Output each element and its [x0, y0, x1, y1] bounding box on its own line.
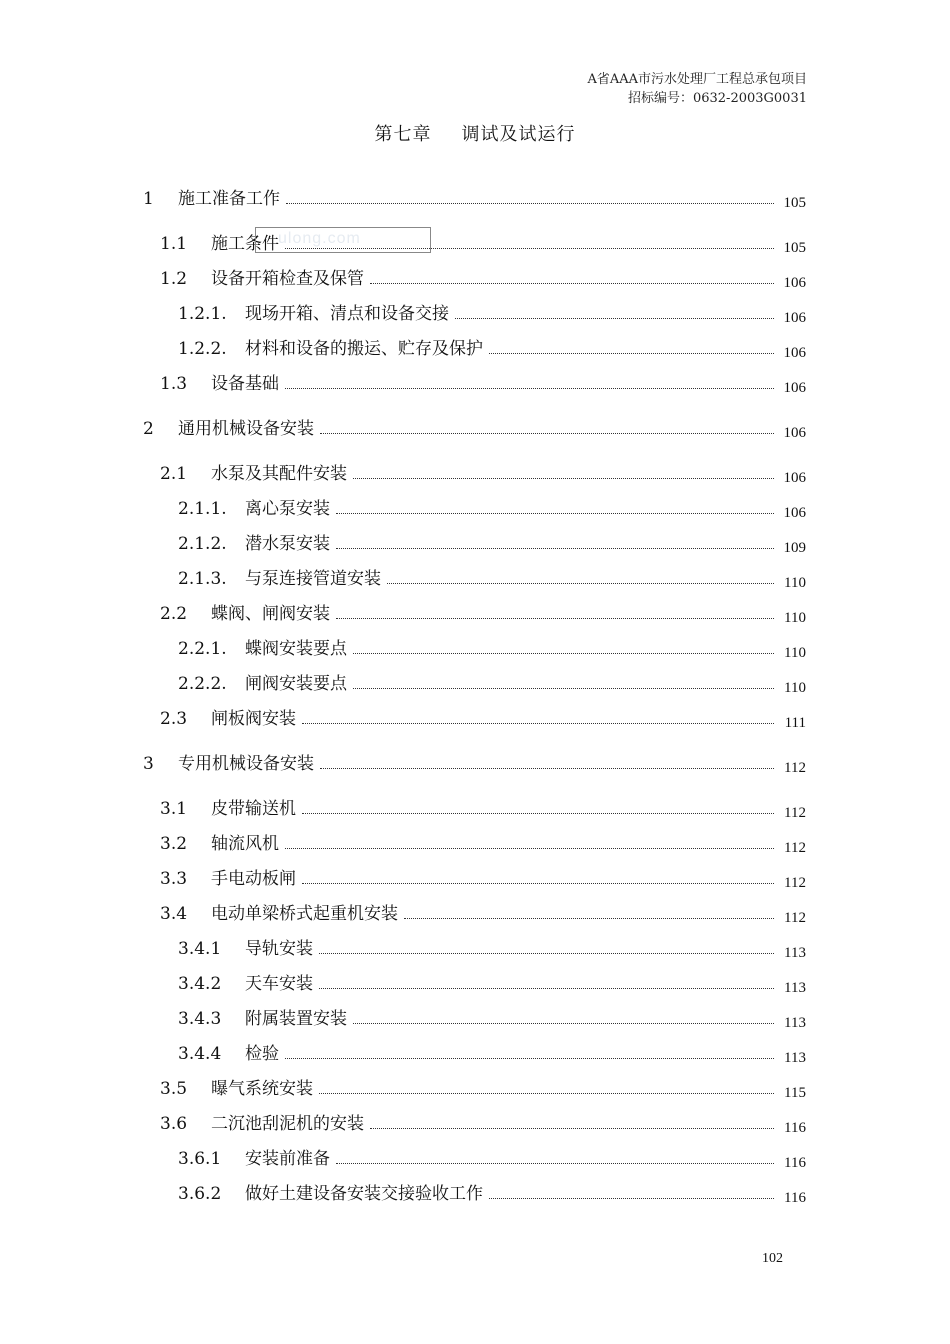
chapter-heading	[0, 120, 950, 146]
toc-entry-page: 113	[784, 1050, 806, 1066]
watermark-box	[255, 227, 431, 253]
toc-entry-title: 皮带输送机	[211, 799, 296, 819]
toc-entry-title: 闸阀安装要点	[245, 674, 347, 694]
toc-entry-title: 检验	[245, 1044, 279, 1064]
toc-entry-number: 3.4.4	[178, 1044, 222, 1064]
toc-entry	[178, 300, 806, 324]
toc-entry-title: 与泵连接管道安装	[245, 569, 381, 589]
toc-entry-page: 110	[784, 610, 806, 626]
toc-entry-title: 设备开箱检查及保管	[211, 269, 364, 289]
toc-entry-number: 2.2.1.	[178, 639, 227, 659]
toc-entry	[160, 830, 806, 854]
project-name: A省AAA市污水处理厂工程总承包项目	[587, 72, 807, 87]
toc-entry-number: 1.3	[160, 374, 188, 394]
toc-entry	[143, 750, 806, 774]
page-header	[587, 70, 807, 108]
toc-leader-dots	[285, 1058, 774, 1059]
toc-leader-dots	[336, 513, 774, 514]
page-number: 102	[762, 1251, 783, 1266]
toc-entry-title: 闸板阀安装	[211, 709, 296, 729]
toc-entry	[160, 370, 806, 394]
toc-entry-number: 1.2.2.	[178, 339, 227, 359]
toc-entry-title: 水泵及其配件安装	[211, 464, 347, 484]
toc-entry-title: 安装前准备	[245, 1149, 330, 1169]
toc-entry-page: 106	[783, 275, 806, 291]
toc-leader-dots	[285, 848, 774, 849]
toc-entry-number: 2.1.2.	[178, 534, 227, 554]
toc-entry	[178, 635, 806, 659]
toc-entry-title: 离心泵安装	[245, 499, 330, 519]
toc-entry-page: 112	[784, 840, 806, 856]
watermark-text: ulong.com	[278, 230, 361, 247]
toc-leader-dots	[319, 988, 774, 989]
toc-entry	[178, 1005, 806, 1029]
toc-entry-title: 通用机械设备安装	[178, 419, 314, 439]
toc-entry-number: 1.2	[160, 269, 188, 289]
toc-entry	[178, 935, 806, 959]
toc-entry-number: 3	[143, 754, 154, 774]
toc-entry-title: 做好土建设备安装交接验收工作	[245, 1184, 483, 1204]
toc-entry	[178, 565, 806, 589]
toc-leader-dots	[285, 388, 774, 389]
toc-leader-dots	[353, 653, 774, 654]
toc-entry-title: 蝶阀、闸阀安装	[211, 604, 330, 624]
toc-entry-title: 现场开箱、清点和设备交接	[245, 304, 449, 324]
toc-entry-number: 3.2	[160, 834, 188, 854]
toc-entry-page: 106	[783, 310, 806, 326]
toc-entry-number: 3.5	[160, 1079, 188, 1099]
toc-entry-page: 106	[783, 505, 806, 521]
toc-entry-number: 3.1	[160, 799, 188, 819]
toc-entry	[160, 460, 806, 484]
toc-entry-page: 113	[784, 980, 806, 996]
toc-entry	[178, 530, 806, 554]
toc-entry-page: 106	[783, 380, 806, 396]
toc-entry-page: 113	[784, 945, 806, 961]
toc-entry	[160, 265, 806, 289]
toc-entry-number: 1.2.1.	[178, 304, 227, 324]
chapter-title: 调试及试运行	[461, 124, 576, 145]
toc-entry-title: 曝气系统安装	[211, 1079, 313, 1099]
toc-entry-number: 3.4.2	[178, 974, 222, 994]
toc-entry-title: 手电动板闸	[211, 869, 296, 889]
toc-leader-dots	[302, 883, 774, 884]
bid-number: 招标编号：0632-2003G0031	[627, 91, 807, 106]
toc-leader-dots	[336, 618, 774, 619]
toc-entry	[178, 670, 806, 694]
toc-entry-title: 附属装置安装	[245, 1009, 347, 1029]
toc-leader-dots	[302, 813, 774, 814]
toc-leader-dots	[404, 918, 774, 919]
toc-leader-dots	[370, 283, 774, 284]
toc-entry-number: 2.1.1.	[178, 499, 227, 519]
toc-entry-page: 110	[784, 645, 806, 661]
toc-entry	[160, 1110, 806, 1134]
toc-entry-number: 3.6	[160, 1114, 188, 1134]
toc-entry-page: 106	[783, 425, 806, 441]
toc-entry-title: 施工条件	[211, 234, 279, 254]
toc-entry-title: 二沉池刮泥机的安装	[211, 1114, 364, 1134]
toc-entry-title: 轴流风机	[211, 834, 279, 854]
toc-leader-dots	[489, 1198, 774, 1199]
toc-entry-page: 105	[783, 240, 806, 256]
toc-entry-number: 3.6.1	[178, 1149, 222, 1169]
toc-leader-dots	[320, 433, 774, 434]
toc-leader-dots	[370, 1128, 774, 1129]
toc-entry	[160, 865, 806, 889]
toc-leader-dots	[455, 318, 774, 319]
toc-entry-page: 106	[783, 470, 806, 486]
toc-leader-dots	[336, 1163, 774, 1164]
toc-entry-page: 110	[784, 575, 806, 591]
toc-leader-dots	[353, 688, 774, 689]
toc-entry	[160, 900, 806, 924]
toc-entry-title: 施工准备工作	[178, 189, 280, 209]
toc-entry-number: 2	[143, 419, 154, 439]
toc-leader-dots	[387, 583, 774, 584]
toc-entry-title: 潜水泵安装	[245, 534, 330, 554]
toc-entry-page: 111	[784, 715, 806, 731]
toc-leader-dots	[319, 1093, 774, 1094]
toc-leader-dots	[336, 548, 774, 549]
toc-entry	[178, 1040, 806, 1064]
toc-leader-dots	[319, 953, 774, 954]
toc-entry-page: 113	[784, 1015, 806, 1031]
toc-entry-page: 112	[784, 910, 806, 926]
toc-entry-number: 3.6.2	[178, 1184, 222, 1204]
toc-entry	[160, 1075, 806, 1099]
toc-entry	[143, 415, 806, 439]
chapter-label: 第七章	[374, 124, 432, 145]
toc-entry-page: 116	[784, 1190, 806, 1206]
toc-entry-page: 110	[784, 680, 806, 696]
toc-entry-number: 1	[143, 189, 154, 209]
toc-leader-dots	[489, 353, 774, 354]
toc-leader-dots	[353, 478, 774, 479]
toc-entry	[178, 335, 806, 359]
toc-entry	[143, 185, 806, 209]
toc-entry-number: 3.4.1	[178, 939, 222, 959]
toc-leader-dots	[286, 203, 774, 204]
toc-entry-number: 2.1.3.	[178, 569, 227, 589]
toc-entry-page: 115	[784, 1085, 806, 1101]
toc-entry-page: 105	[783, 195, 806, 211]
toc-entry-page: 112	[784, 805, 806, 821]
toc-entry-number: 2.2.2.	[178, 674, 227, 694]
toc-entry	[178, 1145, 806, 1169]
toc-entry-page: 116	[784, 1120, 806, 1136]
toc-entry-title: 天车安装	[245, 974, 313, 994]
toc-entry	[160, 705, 806, 729]
toc-entry	[178, 1180, 806, 1204]
toc-entry-page: 112	[784, 760, 806, 776]
toc-entry-number: 2.3	[160, 709, 188, 729]
toc-entry-title: 设备基础	[211, 374, 279, 394]
toc-entry-number: 2.1	[160, 464, 188, 484]
toc-entry-page: 112	[784, 875, 806, 891]
toc-entry-title: 导轨安装	[245, 939, 313, 959]
toc-entry-number: 2.2	[160, 604, 188, 624]
toc-entry	[160, 795, 806, 819]
toc-entry-title: 材料和设备的搬运、贮存及保护	[245, 339, 483, 359]
toc-leader-dots	[353, 1023, 774, 1024]
toc-entry-title: 蝶阀安装要点	[245, 639, 347, 659]
toc-entry-title: 电动单梁桥式起重机安装	[211, 904, 398, 924]
toc-leader-dots	[320, 768, 774, 769]
toc-entry	[178, 970, 806, 994]
toc-entry	[160, 600, 806, 624]
toc-entry-page: 106	[783, 345, 806, 361]
toc-entry-number: 1.1	[160, 234, 188, 254]
toc-entry-number: 3.4	[160, 904, 188, 924]
toc-entry-page: 109	[783, 540, 806, 556]
toc-entry-title: 专用机械设备安装	[178, 754, 314, 774]
toc-entry-page: 116	[784, 1155, 806, 1171]
toc-leader-dots	[302, 723, 774, 724]
toc-entry-number: 3.4.3	[178, 1009, 222, 1029]
toc-entry-number: 3.3	[160, 869, 188, 889]
toc-entry	[178, 495, 806, 519]
